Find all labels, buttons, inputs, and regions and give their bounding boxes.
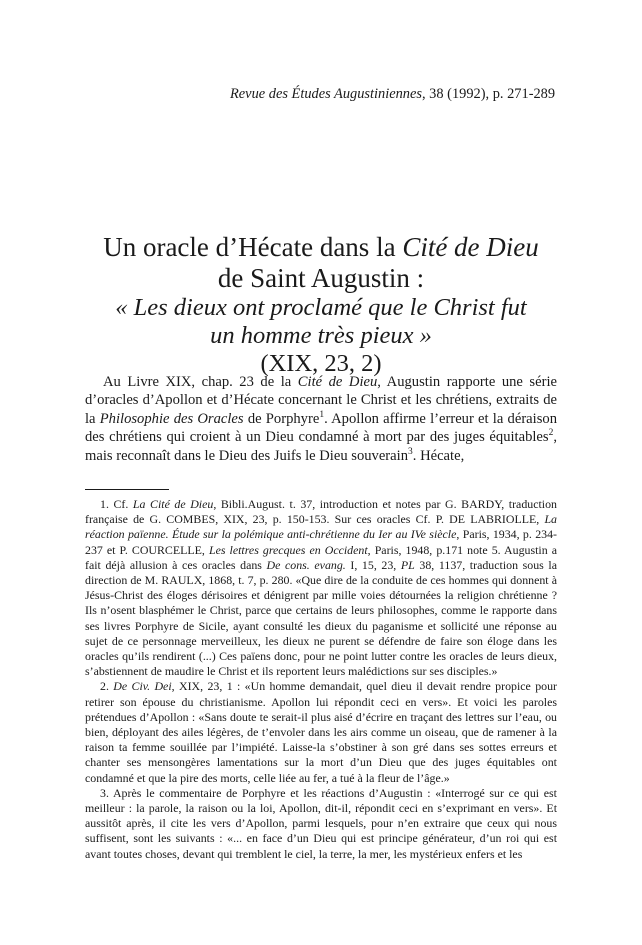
- fn1-e: , Paris, 1934, p. 234-237 et P. COURCELLE,: [85, 527, 558, 557]
- subtitle-line-2: [0, 322, 642, 378]
- journal-name: Revue des Études Augustiniennes: [230, 86, 422, 102]
- article-subtitle: [0, 294, 642, 378]
- body-text-4: . Apollon affirme l’erreur et la déraison des chrétiens qui croient à un Dieu condamné à mort par des juges équitables: [85, 410, 557, 446]
- title-line-1-italic: Cité de Dieu: [402, 232, 539, 262]
- title-line-1: [0, 232, 642, 263]
- fn1-c: , Bibli.August. t. 37, introduction et notes par G. BARDY, traduction française de G. COMBES, XIX, 23, p. 150-153. Sur ces oracles Cf. P. DE LABRIOLLE,: [85, 497, 557, 527]
- article-title: [0, 232, 642, 294]
- body-text-2: , Augustin rapporte une série d’oracles d’Apollon et d’Hécate concernant le Christ et les chrétiens, extraits de la: [85, 374, 557, 427]
- footnote-ref-3[interactable]: 3: [408, 446, 413, 457]
- fn1-h: De cons. evang.: [266, 557, 346, 572]
- fn1-i: I, 15, 23,: [345, 557, 401, 572]
- fn3-a: 3. Après le commentaire de Porphyre et les réactions d’Augustin : «Interrogé sur ce qui est meilleur : la parole, la raison ou la loi, Apollon, dit-il, répondit ceci en s’exprimant en vers». Et aussitôt après, il cite les vers d’Apollon, parmi lesquels, pour n’en extraire que ceux qui nous suffisent, sont les suivants : «... en face d’un Dieu qui est principe générateur, d’un roi qui est avant toutes choses, devant qui tremblent le ciel, la terre, la mer, les mystérieux enfers et les: [85, 785, 557, 861]
- body-italic-2: Philosophie des Oracles: [99, 410, 244, 427]
- footnote-1: [85, 497, 557, 679]
- subtitle-line-1: « Les dieux ont proclamé que le Christ fut: [115, 294, 527, 321]
- footnote-2: [85, 679, 557, 785]
- body-text-3: de Porphyre: [243, 410, 320, 427]
- fn1-b: La Cité de Dieu: [132, 497, 214, 511]
- body-text-5: , mais reconnaît dans le Dieu des Juifs le Dieu souverain: [85, 429, 557, 464]
- title-line-1-plain: Un oracle d’Hécate dans la: [103, 232, 403, 262]
- fn1-f: Les lettres grecques en Occident: [208, 542, 368, 557]
- footnote-ref-2[interactable]: 2: [548, 428, 554, 439]
- title-line-2: de Saint Augustin :: [217, 263, 425, 293]
- subtitle-line-2-plain: (XIX, 23, 2): [260, 350, 382, 377]
- journal-header: [0, 86, 642, 103]
- journal-citation: , 38 (1992), p. 271-289: [421, 86, 556, 102]
- body-italic-1: Cité de Dieu: [297, 374, 378, 390]
- footnote-separator: [85, 489, 169, 490]
- subtitle-line-2-italic: un homme très pieux »: [210, 322, 432, 349]
- fn2-a: 2.: [100, 679, 114, 694]
- fn1-k: 38, 1137, traduction sous la direction de M. RAULX, 1868, t. 7, p. 280. «Que dire de la conduite de ces hommes qui donnent à Jésus-Christ des éloges dérisoires et dénigrent par mille voies détournées la religion chrétienne ? Ils n’osent blasphémer le Christ, parce que certains de leurs philosophes, comme le rapporte dans ses livres Porphyre de Sicile, ayant consulté les dieux du paganisme et sollicité une réponse au sujet de ce personnage merveilleux, les dieux ne purent se défendre de faire son éloge dans les oracles qu’ils rendirent (...) Ces païens donc, pour ne point lutter contre les oracles de leurs dieux, s’abstiennent de maudire le Christ et ils reportent leurs malédictions sur ses disciples.»: [85, 557, 557, 679]
- fn1-d: La réaction païenne. Étude sur la polémique anti-chrétienne du Ier au IVe siècle: [85, 512, 557, 542]
- footnote-ref-1[interactable]: 1: [319, 409, 325, 420]
- footnotes: [85, 497, 557, 862]
- fn1-a: 1. Cf.: [100, 497, 133, 511]
- fn2-b: De Civ. Dei: [113, 679, 172, 694]
- fn1-g: , Paris, 1948, p.171 note 5. Augustin a fait déjà allusion à ces oracles dans: [85, 542, 557, 572]
- body-paragraph: [85, 373, 557, 465]
- footnote-3: [85, 786, 557, 862]
- body-text-6: . Hécate,: [412, 447, 465, 464]
- fn2-c: , XIX, 23, 1 : «Un homme demandait, quel dieu il devait rendre propice pour retirer son épouse du christianisme. Apollon lui répondit ceci en vers». Et voici les paroles prétendues d’Apollon : «Sans doute te serait-il plus aisé d’écrire en traçant des lettres sur l’eau, ou bien, déployant des ailes légères, de t’envoler dans les airs comme un oiseau, que de ramener à la raison ta femme souillée par l’impiété. Laisse-la s’obstiner à son gré dans ses sottes erreurs et chanter ses mensongères lamentations sur la mort d’un Dieu que des juges équitables ont condamné et que la pire des morts, celle liée au fer, a tué à la fleur de l’âge.»: [85, 679, 557, 785]
- paragraph-1: [85, 373, 557, 465]
- body-text-1: Au Livre XIX, chap. 23 de la: [103, 374, 298, 390]
- fn1-j: PL: [400, 557, 415, 572]
